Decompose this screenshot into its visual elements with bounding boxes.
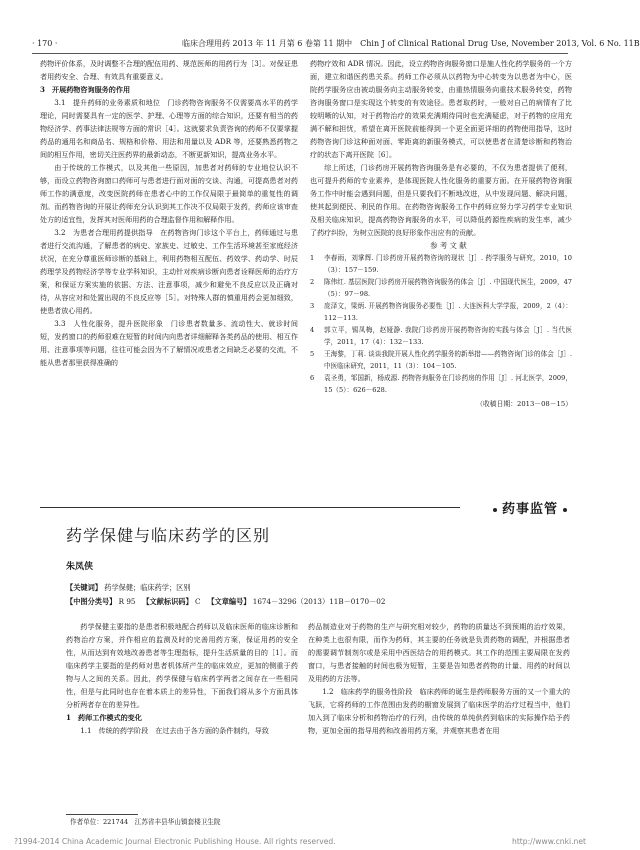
bullet-dot-icon	[563, 508, 567, 512]
prev-article-left-column	[40, 57, 298, 494]
reference-item	[310, 252, 572, 276]
reference-item	[310, 348, 572, 372]
article-left-column	[66, 620, 298, 816]
reference-number: 3	[310, 302, 315, 310]
keywords-value: 药学保健；临床药学；区别	[104, 583, 191, 592]
received-date: （收稿日期：2013－08－15）	[476, 400, 572, 408]
prev-article-right-column	[310, 57, 572, 494]
article-right-column	[308, 620, 570, 816]
reference-text: 郭立平，锡凤梅，赵娅静. 我院门诊药房开展药物咨询的实践与体会［J］. 当代医学，2011，17（4）：132－133.	[324, 326, 572, 346]
section-heading: 3 开展药物咨询服务的作用	[40, 85, 131, 94]
reference-text: 李春雨，刘掌辉. 门诊药房开展药物咨询的现状［J］. 药学服务与研究，2010，10（3）：157－159.	[324, 254, 572, 274]
paragraph: 药学保健主要指的是患者积极地配合药师以及临床医师的临床诊断和药物治疗方案，并作相应的监测及时的完善用药方案，保证用药的安全性，从而达到有效地改善患者等生理指标，提升生活质量的目的［1］。而临床药学主要指的是药师对患者机体所产生的临床效应，更加的侧重于药物与人之间的关系。因此，药学保健与临床药学两者之间存在一些相同性，但是与此同时也存在着本质上的差异性，下面我们将从多个方面具体分析两者存在的差异性。	[66, 622, 298, 709]
article-author: 朱凤侠	[66, 562, 94, 572]
reference-number: 6	[310, 374, 315, 382]
keywords-label: 【关键词】	[66, 583, 102, 592]
reference-text: 王海黎，丁莉. 谈谈我院开展人性化药学服务的新举措——药物咨询门诊的体会［J］. 中医临床研究，2011，11（3）：104－105.	[324, 350, 572, 370]
classification-line	[66, 596, 540, 608]
paragraph: 3.3 人性化服务，提升医院形象 门诊患者数量多、流动性大、就诊时间短，发药窗口的药师很难在短暂的时间内向患者详细解释各类药品的使用、相互作用、注意事项等问题，往往可能会因为不了解情况或患者之间缺乏必要的交流，不能从患者那里获得准确的	[40, 319, 298, 367]
keywords-line	[66, 582, 540, 594]
paragraph: 药物评价体系，及时调整不合理的配伍用药、规范医师的用药行为［3］。对保证患者用药安全、合理、有效具有重要意义。	[40, 59, 298, 81]
reference-number: 5	[310, 350, 315, 358]
reference-number: 1	[310, 254, 315, 262]
paragraph: 1.2 临床药学的服务性阶段 临床药师的诞生是药师服务方面的又一个重大的飞跃，它将药师的工作范围由发药的橱窗发展到了临床医学的治疗过程当中，他们加入到了临床分析和药物治疗的行列，由传统的单纯供药到临床的实际操作给予药物，更加全面的指导用药和改善用药方案，并观察其患者在用	[308, 687, 570, 735]
reference-text: 袁圣勇，邹国新，杨成源. 药物咨询服务在门诊药房的作用［J］. 河北医学，2009，15（5）：626－628.	[324, 374, 572, 394]
clc-label: 【中图分类号】	[66, 597, 117, 606]
reference-text: 庞泽文，梁炳. 开展药物咨询服务必要性［J］. 大连医科大学学报，2009，2（4）：112－113.	[324, 302, 572, 322]
paragraph: 综上所述，门诊药房开展药物咨询服务是有必要的，不仅为患者提供了便利，也可提升药师的专业素养，是体现医院人性化服务的重要方面。在开展药物咨询服务工作中时能会遇到问题，但是只要我们不断地改进，从中发现问题、解决问题，使其起到便民、利民的作用。在药物咨询服务工作中药师应努力学习药学专业知识及相关临床知识，提高药物咨询服务的水平，可以降低药源性疾病的发生率，减少了药疗纠纷，为树立医院的良好形象作出应有的贡献。	[310, 163, 572, 237]
reference-item	[310, 276, 572, 300]
section-heading: 1 药师工作模式的变化	[66, 713, 142, 722]
reference-number: 2	[310, 278, 315, 286]
references-title: 参 考 文 献	[430, 241, 467, 250]
running-header	[32, 38, 640, 52]
journal-citation-line: 临床合理用药 2013 年 11 月第 6 卷第 11 期中 Chin J of Clinical Rational Drug Use, November 2013, Vol. 6 No. 11B	[182, 39, 640, 48]
paragraph: 1.1 传统的药学阶段 在过去由于各方面的条件制约，导致	[80, 726, 269, 735]
header-rule	[32, 53, 568, 54]
banner-rule	[40, 507, 460, 508]
article-id-label: 【文章编号】	[207, 597, 251, 606]
reference-item	[310, 300, 572, 324]
author-affiliation-footnote: 作者单位：221744 江苏省丰县华山镇套楼卫生院	[70, 818, 221, 826]
paragraph: 药物疗效和 ADR 情况。因此，设立药物咨询服务窗口是施人性化药学服务的一个方面，建立和谐医药患关系。药师工作必须从以药物为中心转变为以患者为中心，医院药学服务应由被动服务向主动服务转变，由重热情服务向重技术服务转变，药物咨询服务窗口是实现这个转变的有效途径。患者取药时，一般对自己的病情有了比较明晰的认知，对于药物治疗的效果充满期待同时也充满疑虑，对于药物的应用充满不解和担忧，希望在离开医院前能得到一个更全面更详细的药物使用指导，这时药物咨询门诊这种面对面、零距离的新服务模式，可以使患者在清楚诊断和药物治疗的状态下离开医院［6］。	[310, 59, 572, 159]
article-id-value: 1674－3296（2013）11B－0170－02	[252, 597, 386, 606]
paragraph: 3.1 提升药师的业务素质和地位 门诊药物咨询服务不仅需要高水平的药学理论，同时需要具有一定的医学、护理、心理等方面的综合知识，还要有相当的药物经济学、药事法律法规等方面的常识［4］。这就要求负责咨询的药师不仅要掌握药品的通用名和商品名、规格和价格、用法和用量以及 ADR 等，还要熟悉药物之间的相互作用，密切关注医药界的最新动态，不断更新知识，提高业务水平。	[40, 98, 298, 159]
copyright-notice: ?1994-2014 China Academic Journal Electronic Publishing House. All rights reserved.	[14, 837, 336, 846]
reference-number: 4	[310, 326, 315, 334]
reference-item	[310, 324, 572, 348]
paragraph: 3.2 为患者合理用药提供指导 在药物咨询门诊这个平台上，药师通过与患者进行交流沟通，了解患者的病史、家族史、过敏史、工作生活环境甚至家庭经济状况，在充分尊重医师诊断的基础上，利用药物相互配伍、药效学、药动学、时辰药理学及药物经济学等专业学科知识，主动针对疾病诊断向患者诠释医师的治疗方案，和保证方案实施的依据、方法、注意事项，减少和避免不良反应以及正确对待，从容应对和处置出现的不良反应等［5］。对特殊人群的慎重用药会更加细致，使患者放心用药。	[40, 228, 298, 315]
doc-code-value: C	[194, 597, 201, 606]
section-banner	[40, 498, 572, 516]
section-banner-text: 药事监管	[501, 502, 558, 517]
clc-value: R 95	[118, 597, 136, 606]
doc-code-label: 【文献标识码】	[142, 597, 193, 606]
reference-item	[310, 372, 572, 396]
footer-url: http://www.cnki.net	[512, 837, 586, 846]
paragraph: 由于传统的工作模式，以及其他一些原因，加患者对药师的专业地位认识不够，而设立药物咨询窗口药师可与患者进行面对面的交谈、沟通，可提高患者对药师工作的满意度，改变医院药师在患者心中的工作仅局限于最简单的重复性的调剂。而药物咨询的开展让药师充分认识到其工作决不仅局限于发药，药师应该审查处方的适宜性，发挥其对医师用药的合理监督作用和解释作用。	[40, 163, 298, 224]
reference-text: 陈伟红. 基层医院门诊药房开展药物咨询服务的体会［J］. 中国现代医生，2009，47（5）：97－98.	[324, 278, 572, 298]
article-title: 药学保健与临床药学的区别	[66, 526, 271, 545]
reference-list	[310, 252, 572, 396]
footnote-rule	[66, 814, 138, 815]
paragraph: 药品制造业对于药物的生产与研究相对较少，药物的质量达不到预期的治疗效果，在种类上也很有限，而作为药师，其主要的任务就是负责药物的调配，并根据患者的需要调节制剂尔或是采用中西医结合的用药模式。其工作的范围主要局限在发药窗口，与患者接触的时间也极为短暂，主要是告知患者药物的计量、用药的时间以及用药的方法等。	[308, 622, 570, 683]
page-number: · 170 ·	[32, 39, 58, 48]
bullet-dot-icon	[493, 508, 497, 512]
section-banner-title	[488, 498, 572, 517]
